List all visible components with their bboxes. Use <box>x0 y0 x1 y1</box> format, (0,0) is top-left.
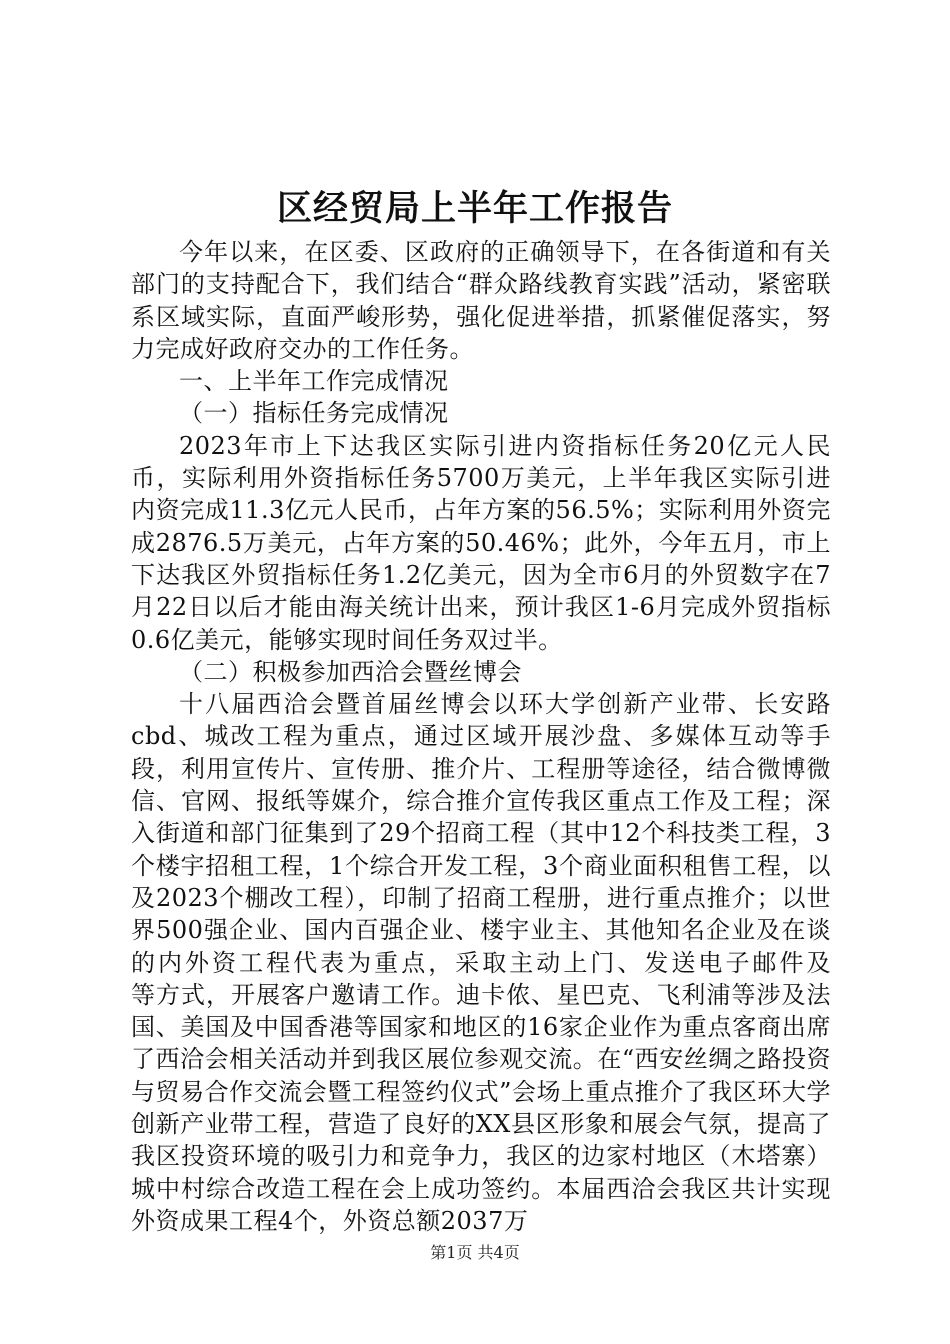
expo-paragraph: 十八届西洽会暨首届丝博会以环大学创新产业带、长安路cbd、城改工程为重点，通过区域开展沙盘、多媒体互动等手段，利用宣传片、宣传册、推介片、工程册等途径，结合微博微信、官网、报纸等媒介，综合推介宣传我区重点工作及工程；深入街道和部门征集到了29个招商工程（其中12个科技类工程，3个楼宇招租工程，1个综合开发工程，3个商业面积租售工程，以及2023个棚改工程），印制了招商工程册，进行重点推介；以世界500强企业、国内百强企业、楼宇业主、其他知名企业及在谈的内外资工程代表为重点，采取主动上门、发送电子邮件及 等方式，开展客户邀请工作。迪卡侬、星巴克、飞利浦等涉及法国、美国及中国香港等国家和地区的16家企业作为重点客商出席了西洽会相关活动并到我区展位参观交流。在“西安丝绸之路投资与贸易合作交流会暨工程签约仪式”会场上重点推介了我区环大学创新产业带工程，营造了良好的XX县区形象和展会气氛，提高了我区投资环境的吸引力和竞争力，我区的边家村地区（木塔寨）城中村综合改造工程在会上成功签约。本届西洽会我区共计实现外资成果工程4个，外资总额2037万 <box>131 690 880 1235</box>
indicators-paragraph: 2023年市上下达我区实际引进内资指标任务20亿元人民币，实际利用外资指标任务5700万美元，上半年我区实际引进内资完成11.3亿元人民币，占年方案的56.5%；实际利用外资完成2876.5万美元，占年方案的50.46%；此外，今年五月，市上下达我区外贸指标任务1.2亿美元，因为全市6月的外贸数字在7月22日以后才能由海关统计出来，预计我区1-6月完成外贸指标0.6亿美元，能够实现时间任务双过半。 <box>131 431 831 654</box>
section-heading: 一、上半年工作完成情况 <box>179 367 449 396</box>
subsection-heading: （二）积极参加西洽会暨丝博会 <box>179 657 522 686</box>
document-body <box>131 236 880 1237</box>
document-title: 区经贸局上半年工作报告 <box>276 188 673 229</box>
subsection-heading: （一）指标任务完成情况 <box>179 399 449 428</box>
page-footer: 第1页 共4页 <box>430 1243 520 1262</box>
intro-paragraph: 今年以来，在区委、区政府的正确领导下，在各街道和有关部门的支持配合下，我们结合“群众路线教育实践”活动，紧密联系区域实际，直面严峻形势，强化促进举措，抓紧催促落实，努力完成好政府交办的工作任务。 <box>131 238 831 363</box>
